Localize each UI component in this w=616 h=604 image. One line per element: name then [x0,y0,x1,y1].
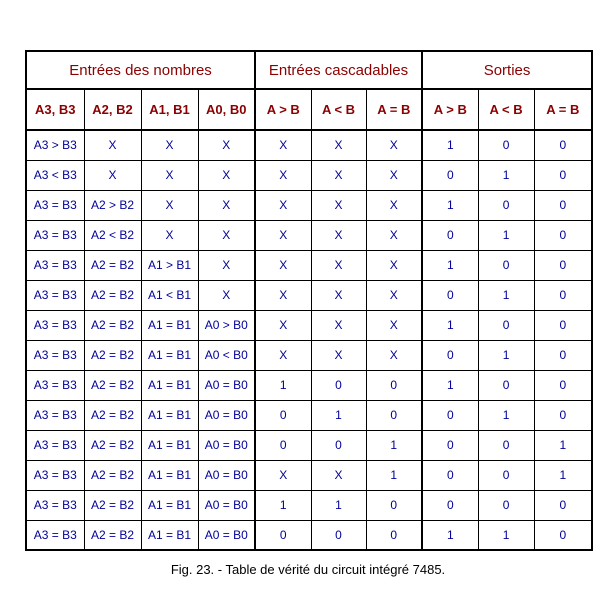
value-cell: A2 > B2 [84,190,141,220]
value-cell: 1 [534,430,592,460]
value-cell: 0 [534,220,592,250]
value-cell: A0 = B0 [198,460,255,490]
value-cell: 1 [366,460,422,490]
row-condition-cell: A3 = B3 [26,220,84,250]
row-condition-cell: A3 = B3 [26,340,84,370]
value-cell: 1 [366,430,422,460]
value-cell: X [198,250,255,280]
value-cell: A0 = B0 [198,370,255,400]
row-condition-cell: A3 = B3 [26,250,84,280]
value-cell: A0 = B0 [198,520,255,550]
value-cell: 0 [534,340,592,370]
table-row [26,280,592,310]
value-cell: X [366,130,422,160]
value-cell: X [84,160,141,190]
value-cell: 0 [422,490,478,520]
value-cell: X [198,130,255,160]
value-cell: 0 [311,520,366,550]
table-row [26,340,592,370]
value-cell: X [198,190,255,220]
value-cell: A0 > B0 [198,310,255,340]
table-row [26,130,592,160]
row-condition-cell: A3 > B3 [26,130,84,160]
table-row [26,490,592,520]
value-cell: 0 [311,430,366,460]
row-condition-cell: A3 = B3 [26,370,84,400]
column-header-cell: A1, B1 [141,89,198,130]
value-cell: A1 = B1 [141,340,198,370]
value-cell: A2 = B2 [84,490,141,520]
value-cell: A2 = B2 [84,340,141,370]
value-cell: 0 [255,430,311,460]
value-cell: 1 [478,340,534,370]
value-cell: A1 = B1 [141,430,198,460]
value-cell: 0 [478,490,534,520]
value-cell: 1 [422,310,478,340]
value-cell: 0 [366,400,422,430]
value-cell: A1 = B1 [141,490,198,520]
table-row [26,370,592,400]
value-cell: 0 [534,490,592,520]
value-cell: A2 = B2 [84,370,141,400]
group-header-cell: Entrées cascadables [255,51,422,89]
value-cell: 0 [422,220,478,250]
value-cell: X [255,310,311,340]
value-cell: A0 < B0 [198,340,255,370]
table-row [26,190,592,220]
value-cell: 1 [422,250,478,280]
table-row [26,430,592,460]
value-cell: X [311,250,366,280]
value-cell: 1 [478,280,534,310]
value-cell: 1 [478,160,534,190]
value-cell: X [366,340,422,370]
value-cell: 0 [366,370,422,400]
value-cell: A2 = B2 [84,250,141,280]
value-cell: X [255,250,311,280]
value-cell: X [255,280,311,310]
table-row [26,220,592,250]
truth-table-7485 [25,50,593,551]
value-cell: A1 = B1 [141,310,198,340]
row-condition-cell: A3 = B3 [26,400,84,430]
value-cell: A2 = B2 [84,430,141,460]
value-cell: X [366,220,422,250]
value-cell: 1 [311,400,366,430]
group-header-cell: Entrées des nombres [26,51,255,89]
value-cell: 1 [534,460,592,490]
value-cell: 0 [255,520,311,550]
value-cell: 0 [478,130,534,160]
row-condition-cell: A3 = B3 [26,460,84,490]
table-row [26,520,592,550]
table-row [26,460,592,490]
value-cell: X [198,280,255,310]
table-row [26,310,592,340]
value-cell: X [84,130,141,160]
table-head [26,51,592,130]
value-cell: 0 [366,490,422,520]
value-cell: A2 = B2 [84,280,141,310]
value-cell: 1 [422,190,478,220]
group-header-cell: Sorties [422,51,592,89]
value-cell: A1 = B1 [141,520,198,550]
value-cell: A2 = B2 [84,400,141,430]
column-header-cell: A0, B0 [198,89,255,130]
value-cell: 0 [422,340,478,370]
value-cell: 0 [422,280,478,310]
value-cell: A1 = B1 [141,460,198,490]
value-cell: X [311,340,366,370]
value-cell: X [311,220,366,250]
value-cell: X [141,160,198,190]
value-cell: 0 [534,400,592,430]
table-row [26,400,592,430]
column-header-cell: A3, B3 [26,89,84,130]
value-cell: A0 = B0 [198,400,255,430]
value-cell: 0 [478,430,534,460]
value-cell: 0 [534,520,592,550]
value-cell: 0 [422,430,478,460]
value-cell: 1 [311,490,366,520]
value-cell: X [311,460,366,490]
row-condition-cell: A3 = B3 [26,430,84,460]
figure-caption: Fig. 23. - Table de vérité du circuit intégré 7485. [170,562,446,577]
value-cell: 0 [534,280,592,310]
value-cell: A2 = B2 [84,520,141,550]
column-header-cell: A = B [534,89,592,130]
value-cell: 1 [478,220,534,250]
value-cell: A2 = B2 [84,460,141,490]
value-cell: X [366,190,422,220]
value-cell: A0 = B0 [198,490,255,520]
value-cell: A1 = B1 [141,400,198,430]
value-cell: X [141,190,198,220]
value-cell: X [311,130,366,160]
value-cell: A1 > B1 [141,250,198,280]
value-cell: X [366,280,422,310]
value-cell: X [311,190,366,220]
value-cell: 0 [534,370,592,400]
value-cell: 0 [422,460,478,490]
value-cell: X [255,190,311,220]
table-row [26,160,592,190]
value-cell: 0 [534,250,592,280]
value-cell: X [255,220,311,250]
value-cell: X [366,310,422,340]
value-cell: A2 < B2 [84,220,141,250]
column-header-cell: A < B [478,89,534,130]
value-cell: 0 [478,250,534,280]
value-cell: X [255,130,311,160]
table-row [26,250,592,280]
value-cell: A1 = B1 [141,370,198,400]
value-cell: 1 [422,130,478,160]
value-cell: 0 [478,310,534,340]
value-cell: X [141,220,198,250]
value-cell: X [311,280,366,310]
value-cell: X [311,160,366,190]
row-condition-cell: A3 = B3 [26,310,84,340]
value-cell: X [198,160,255,190]
value-cell: 1 [478,400,534,430]
value-cell: 1 [255,490,311,520]
value-cell: 0 [534,130,592,160]
value-cell: 0 [311,370,366,400]
value-cell: X [311,310,366,340]
value-cell: 1 [478,520,534,550]
value-cell: X [255,160,311,190]
value-cell: 0 [478,460,534,490]
table-body [26,130,592,550]
value-cell: 1 [255,370,311,400]
row-condition-cell: A3 = B3 [26,520,84,550]
value-cell: X [255,460,311,490]
column-header-cell: A = B [366,89,422,130]
value-cell: 0 [534,190,592,220]
value-cell: 0 [422,400,478,430]
value-cell: 0 [422,160,478,190]
column-header-row [26,89,592,130]
value-cell: X [141,130,198,160]
value-cell: 1 [422,370,478,400]
value-cell: 0 [255,400,311,430]
value-cell: A2 = B2 [84,310,141,340]
row-condition-cell: A3 < B3 [26,160,84,190]
column-header-cell: A > B [255,89,311,130]
value-cell: 1 [422,520,478,550]
row-condition-cell: A3 = B3 [26,280,84,310]
column-header-cell: A2, B2 [84,89,141,130]
row-condition-cell: A3 = B3 [26,490,84,520]
value-cell: 0 [534,310,592,340]
value-cell: A0 = B0 [198,430,255,460]
column-header-cell: A < B [311,89,366,130]
value-cell: X [366,160,422,190]
value-cell: 0 [478,190,534,220]
row-condition-cell: A3 = B3 [26,190,84,220]
value-cell: 0 [534,160,592,190]
group-header-row [26,51,592,89]
value-cell: X [198,220,255,250]
value-cell: 0 [478,370,534,400]
column-header-cell: A > B [422,89,478,130]
value-cell: X [366,250,422,280]
value-cell: A1 < B1 [141,280,198,310]
value-cell: 0 [366,520,422,550]
value-cell: X [255,340,311,370]
